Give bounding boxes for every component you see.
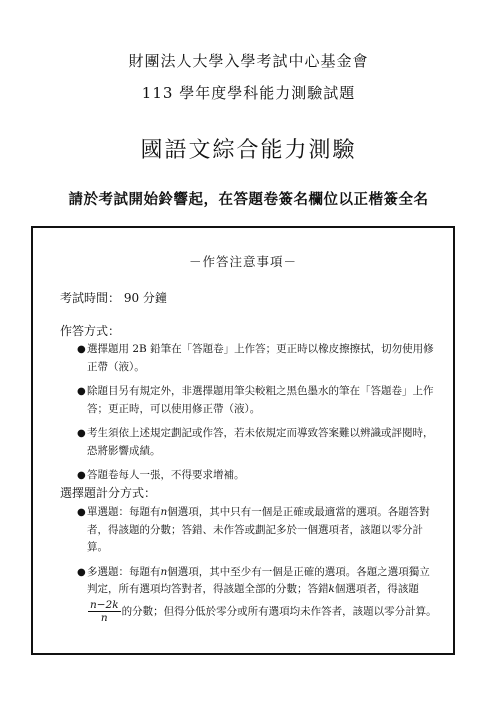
- notice-box: [31, 226, 455, 655]
- exam-title: 國語文綜合能力測驗: [140, 138, 357, 163]
- list-item: ● 答題卷每人一張，不得要求增補。: [77, 467, 437, 485]
- bullet-icon: ●: [77, 428, 86, 439]
- single-choice-rule: ● 單選題：每題有n個選項，其中只有一個是正確或最適當的選項。各題答對者，得該題的分數；答錯、未作答或劃記多於一個選項者，該題以零分計算。: [77, 506, 430, 553]
- bullet-icon: ●: [77, 566, 86, 578]
- notice-title: －作答注意事項－: [188, 254, 297, 269]
- list-item: ● 選擇題用 2B 鉛筆在「答題卷」上作答；更正時以橡皮擦擦拭，切勿使用修正帶（液）。: [77, 343, 434, 373]
- scoring-heading: 選擇題計分方式：: [60, 486, 157, 500]
- list-item: ● 除題目另有規定外，非選擇題用筆尖較粗之黑色墨水的筆在「答題卷」上作答；更正時，可以使用修正帶（液）。: [77, 385, 434, 415]
- method-heading: 作答方式：: [60, 324, 121, 338]
- method-list: [77, 341, 437, 492]
- bullet-icon: ●: [77, 507, 86, 518]
- multi-choice-rule: ● 多選題：每題有n個選項，其中至少有一個是正確的選項。各題之選項獨立判定，所有選項均答對者，得該題全部的分數；答錯k個選項者，得該題 $\frac{n-2k}{n}$ 的分數；但得分低於零分或所有選項均未作答者，該題以零分計算。: [77, 565, 437, 624]
- bullet-icon: ●: [77, 344, 86, 355]
- bullet-icon: ●: [77, 386, 86, 397]
- scoring-list: [77, 504, 437, 631]
- signature-instruction-banner: 請於考試開始鈴響起，在答題卷簽名欄位以正楷簽全名: [68, 192, 429, 208]
- list-item: ● 考生須依上述規定劃記或作答，若未依規定而導致答案難以辨識或評閱時，恐將影響成績。: [77, 427, 434, 457]
- organization-name: 財團法人大學入學考試中心基金會: [128, 52, 369, 70]
- bullet-icon: ●: [77, 470, 86, 481]
- score-fraction: $\frac{n-2k}{n}$: [90, 598, 119, 624]
- exam-year-line: 113 學年度學科能力測驗試題: [141, 84, 356, 102]
- exam-time: 考試時間： 90 分鐘: [60, 291, 167, 305]
